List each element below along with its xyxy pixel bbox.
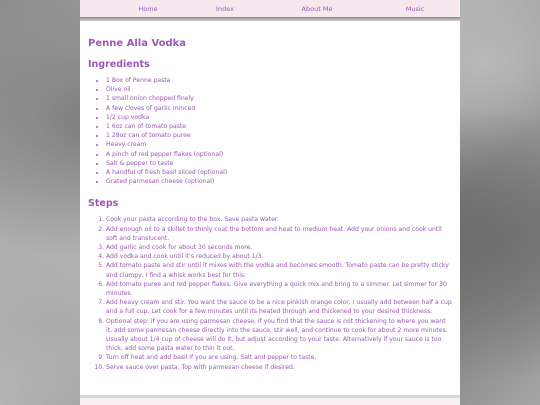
ingredient-item: • Heavy cream [106,140,452,149]
steps-list [88,215,452,371]
ingredient-item: • 1 6oz can of tomato paste [106,122,452,131]
ingredient-item: • Salt & pepper to taste [106,159,452,168]
step-item: 5. Add tomato paste and stir until it mixes with the vodka and becomes smooth. Tomato paste can be pretty sticky and clumpy, I find a whisk works best for this. [106,261,452,279]
nav-link-music[interactable]: Music [405,4,425,13]
page-title: Penne Alla Vodka [88,38,187,49]
ingredient-item: • A pinch of red pepper flakes (optional) [106,150,452,159]
top-nav [80,0,460,17]
ingredient-item: • 1/2 cup vodka [106,113,452,122]
step-item: 8. Optional step: if you are using parmesan cheese, if you find that the sauce is not thickening to where you want it, add some parmesan cheese directly into the sauce, stir well, and continue to cook for about 2 more minutes. Usually about 1/4 cup of cheese will do it, but adjust according to your taste. Alternatively if your sauce is too thick, add some pasta water to thin it out. [106,317,452,354]
step-item: 6. Add tomato puree and red pepper flakes. Give everything a quick mix and bring to a simmer. Let simmer for 30 minutes. [106,280,452,298]
next-card-edge [80,398,460,405]
step-item: 3. Add garlic and cook for about 30 seconds more. [106,243,452,252]
recipe-card [80,21,460,395]
step-item: 1. Cook your pasta according to the box. Save pasta water. [106,215,452,224]
step-item: 7. Add heavy cream and stir. You want the sauce to be a nice pinkish orange color, I usually add between half a cup and a full cup. Let cook for a few minutes until its heated through and thickened to your desired thickness. [106,298,452,316]
ingredients-heading: Ingredients [88,59,150,70]
steps-heading: Steps [88,198,119,210]
step-item: 9. Turn off heat and add basil if you are using. Salt and pepper to taste. [106,353,452,362]
ingredient-item: • 1 Box of Penne pasta [106,76,452,85]
ingredient-item: • A handful of fresh basil sliced (optional) [106,168,452,177]
step-item: 4. Add vodka and cook until it's reduced by about 1/3. [106,252,452,261]
ingredient-item: • Olive oil [106,85,452,94]
nav-link-home[interactable]: Home [138,4,158,13]
ingredient-item: • 1 small onion chopped finely [106,94,452,103]
step-item: 2. Add enough oil to a skillet to thinly coat the bottom and heat to medium heat. Add your onions and cook until soft and translucent. [106,225,452,243]
ingredient-item: • A few cloves of garlic minced [106,104,452,113]
nav-link-index[interactable]: Index [216,4,234,13]
ingredients-list [88,76,452,186]
step-item: 10. Serve sauce over pasta. Top with parmesan cheese if desired. [106,363,452,372]
nav-link-about-me[interactable]: About Me [301,4,333,13]
ingredient-item: • Grated parmesan cheese (optional) [106,177,452,186]
ingredient-item: • 1 28oz can of tomato puree [106,131,452,140]
